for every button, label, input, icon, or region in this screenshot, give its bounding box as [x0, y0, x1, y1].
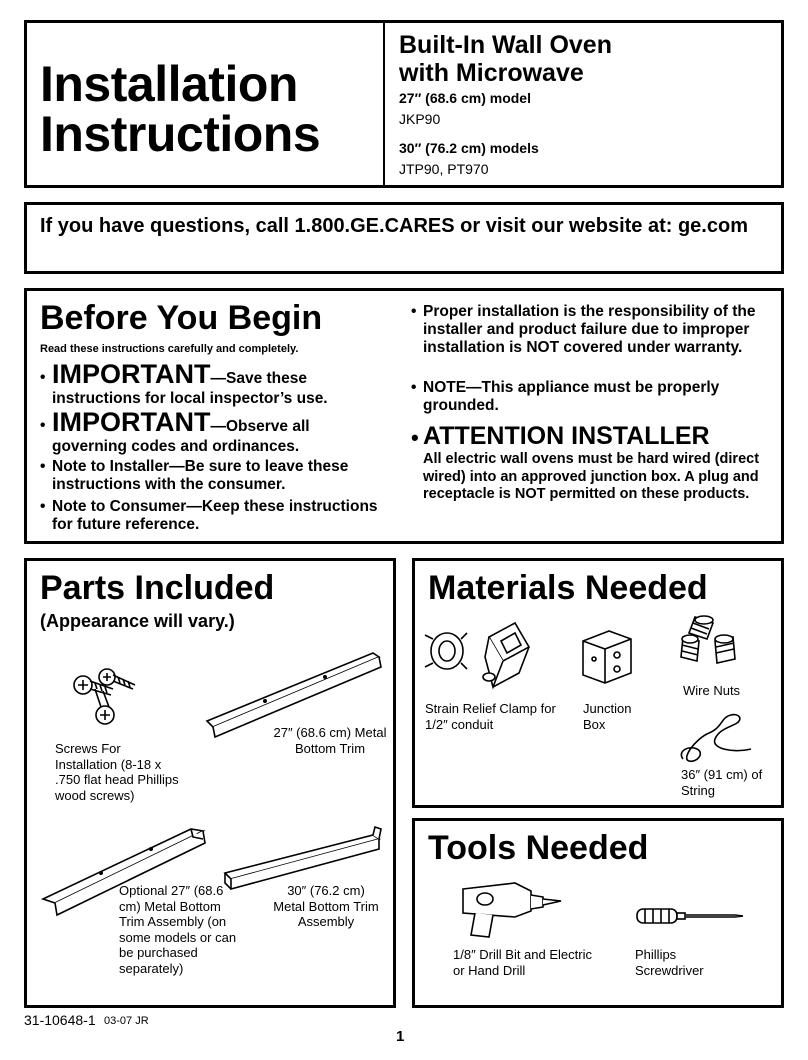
contact-box	[24, 202, 784, 274]
bullet-grounded: • NOTE—This appliance must be properly grounded.	[411, 379, 720, 414]
document-date-code: 03-07 JR	[104, 1015, 149, 1027]
parts-included-section	[24, 558, 396, 1008]
part-caption-screws: Screws For Installation (8-18 x .750 flat head Phillips wood screws)	[55, 741, 179, 803]
bullet-important-1: • IMPORTANT—Save these instructions for local inspector’s use.	[40, 359, 328, 407]
drill-icon	[455, 877, 565, 941]
contact-text: If you have questions, call 1.800.GE.CARES or visit our website at: ge.com	[40, 215, 748, 237]
product-title: Built-In Wall Oven with Microwave	[399, 31, 612, 87]
section-title-tools-needed: Tools Needed	[428, 829, 649, 867]
attention-installer-block: • ATTENTION INSTALLER All electric wall ovens must be hard wired (direct wired) into an approved junction box. A plug and receptacle is NOT permitted on these products.	[411, 421, 773, 504]
bullet-note-consumer: • Note to Consumer—Keep these instructions for future reference.	[40, 498, 378, 533]
intro-text: Read these instructions carefully and completely.	[40, 343, 299, 355]
section-title-parts-included: Parts Included	[40, 569, 275, 607]
section-title-materials-needed: Materials Needed	[428, 569, 708, 607]
model-list-30: JTP90, PT970	[399, 161, 489, 177]
screws-icon	[69, 669, 159, 739]
bullet-dot: •	[40, 369, 46, 386]
wire-nuts-icon	[677, 613, 747, 679]
bullet-note-installer: • Note to Installer—Be sure to leave these instructions with the consumer.	[40, 458, 349, 493]
model-list-27: JKP90	[399, 111, 441, 127]
page-number: 1	[396, 1028, 405, 1045]
header-divider	[383, 23, 385, 185]
tools-needed-section	[412, 818, 784, 1008]
bullet-proper-installation: • Proper installation is the responsibility of the installer and product failure due to improper installation is NOT covered under warranty.	[411, 303, 756, 356]
attention-title: ATTENTION INSTALLER	[423, 422, 710, 450]
document-number: 31-10648-1	[24, 1012, 96, 1028]
bullet-dot: •	[40, 417, 46, 434]
parts-subtitle: (Appearance will vary.)	[40, 611, 235, 631]
tool-caption-screwdriver: Phillips Screwdriver	[635, 947, 704, 978]
important-label: IMPORTANT	[52, 359, 211, 389]
before-you-begin-section	[24, 288, 784, 544]
model-heading-27: 27″ (68.6 cm) model	[399, 90, 531, 106]
important-label: IMPORTANT	[52, 407, 211, 437]
tool-caption-drill: 1/8″ Drill Bit and Electric or Hand Drill	[453, 947, 592, 978]
material-caption-wire-nuts: Wire Nuts	[683, 683, 741, 698]
strain-relief-clamp-icon	[419, 617, 539, 697]
page-title: Installation Instructions	[40, 56, 321, 162]
part-caption-30-trim: 30″ (76.2 cm) Metal Bottom Trim Assembly	[273, 883, 379, 929]
material-caption-junction-box: Junction Box	[583, 701, 632, 732]
header-box	[24, 20, 784, 188]
screwdriver-icon	[635, 905, 745, 929]
junction-box-icon	[579, 627, 635, 687]
section-title-before-you-begin: Before You Begin	[40, 299, 323, 337]
model-heading-30: 30″ (76.2 cm) models	[399, 140, 539, 156]
part-caption-27-trim: 27″ (68.6 cm) Metal Bottom Trim	[273, 725, 387, 756]
materials-needed-section	[412, 558, 784, 808]
attention-text: All electric wall ovens must be hard wired (direct wired) into an approved junction box. A plug and receptacle is NOT permitted on these products.	[423, 451, 760, 502]
material-caption-string: 36″ (91 cm) of String	[681, 767, 763, 798]
string-icon	[675, 709, 755, 769]
material-caption-strain-relief: Strain Relief Clamp for 1/2″ conduit	[425, 701, 556, 732]
part-caption-optional-27-trim: Optional 27″ (68.6 cm) Metal Bottom Trim Assembly (on some models or can be purchased separately)	[119, 883, 237, 976]
bullet-important-2: • IMPORTANT—Observe all governing codes and ordinances.	[40, 407, 310, 455]
